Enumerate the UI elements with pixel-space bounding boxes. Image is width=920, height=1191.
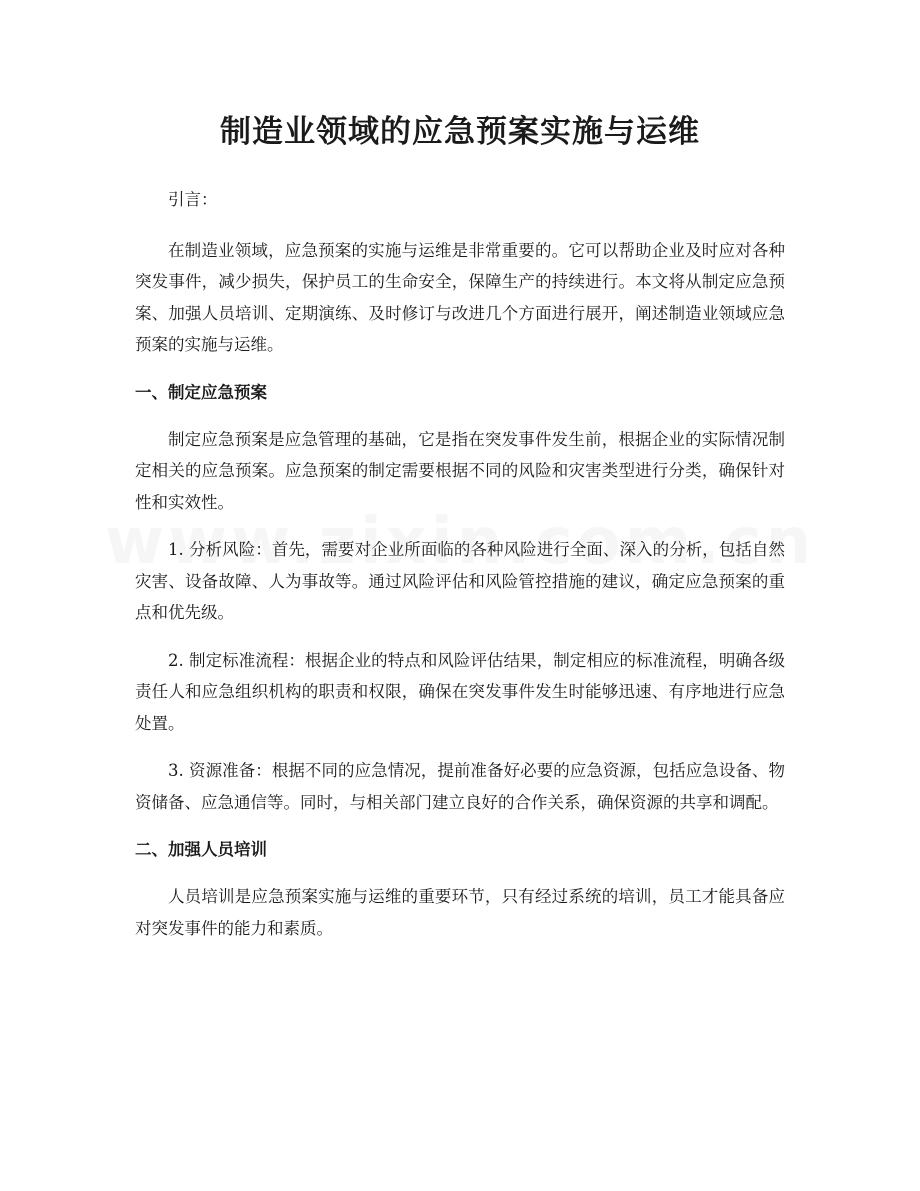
document-body <box>135 184 785 960</box>
section-1-paragraph-2: 1. 分析风险：首先，需要对企业所面临的各种风险进行全面、深入的分析，包括自然灾害、设备故障、人为事故等。通过风险评估和风险管控措施的建议，确定应急预案的重点和优先级。 <box>135 540 785 622</box>
section-1-paragraph-1: 制定应急预案是应急管理的基础，它是指在突发事件发生前，根据企业的实际情况制定相关的应急预案。应急预案的制定需要根据不同的风险和灾害类型进行分类，确保针对性和实效性。 <box>135 429 785 512</box>
section-1-paragraph-4: 3. 资源准备：根据不同的应急情况，提前准备好必要的应急资源，包括应急设备、物资储备、应急通信等。同时，与相关部门建立良好的合作关系，确保资源的共享和调配。 <box>135 761 785 812</box>
section-1-paragraph-3: 2. 制定标准流程：根据企业的特点和风险评估结果，制定相应的标准流程，明确各级责任人和应急组织机构的职责和权限，确保在突发事件发生时能够迅速、有序地进行应急处置。 <box>135 650 785 733</box>
page-title: 制造业领域的应急预案实施与运维 <box>220 114 700 150</box>
section-heading-1: 一、制定应急预案 <box>135 382 267 402</box>
intro-paragraph: 在制造业领域，应急预案的实施与运维是非常重要的。它可以帮助企业及时应对各种突发事件，减少损失，保护员工的生命安全，保障生产的持续进行。本文将从制定应急预案、加强人员培训、定期演练、及时修订与改进几个方面进行展开，阐述制造业领域应急预案的实施与运维。 <box>135 240 785 354</box>
intro-label: 引言： <box>168 190 218 209</box>
section-heading-2: 二、加强人员培训 <box>135 840 267 859</box>
section-2-paragraph-1: 人员培训是应急预案实施与运维的重要环节，只有经过系统的培训，员工才能具备应对突发事件的能力和素质。 <box>135 887 785 938</box>
